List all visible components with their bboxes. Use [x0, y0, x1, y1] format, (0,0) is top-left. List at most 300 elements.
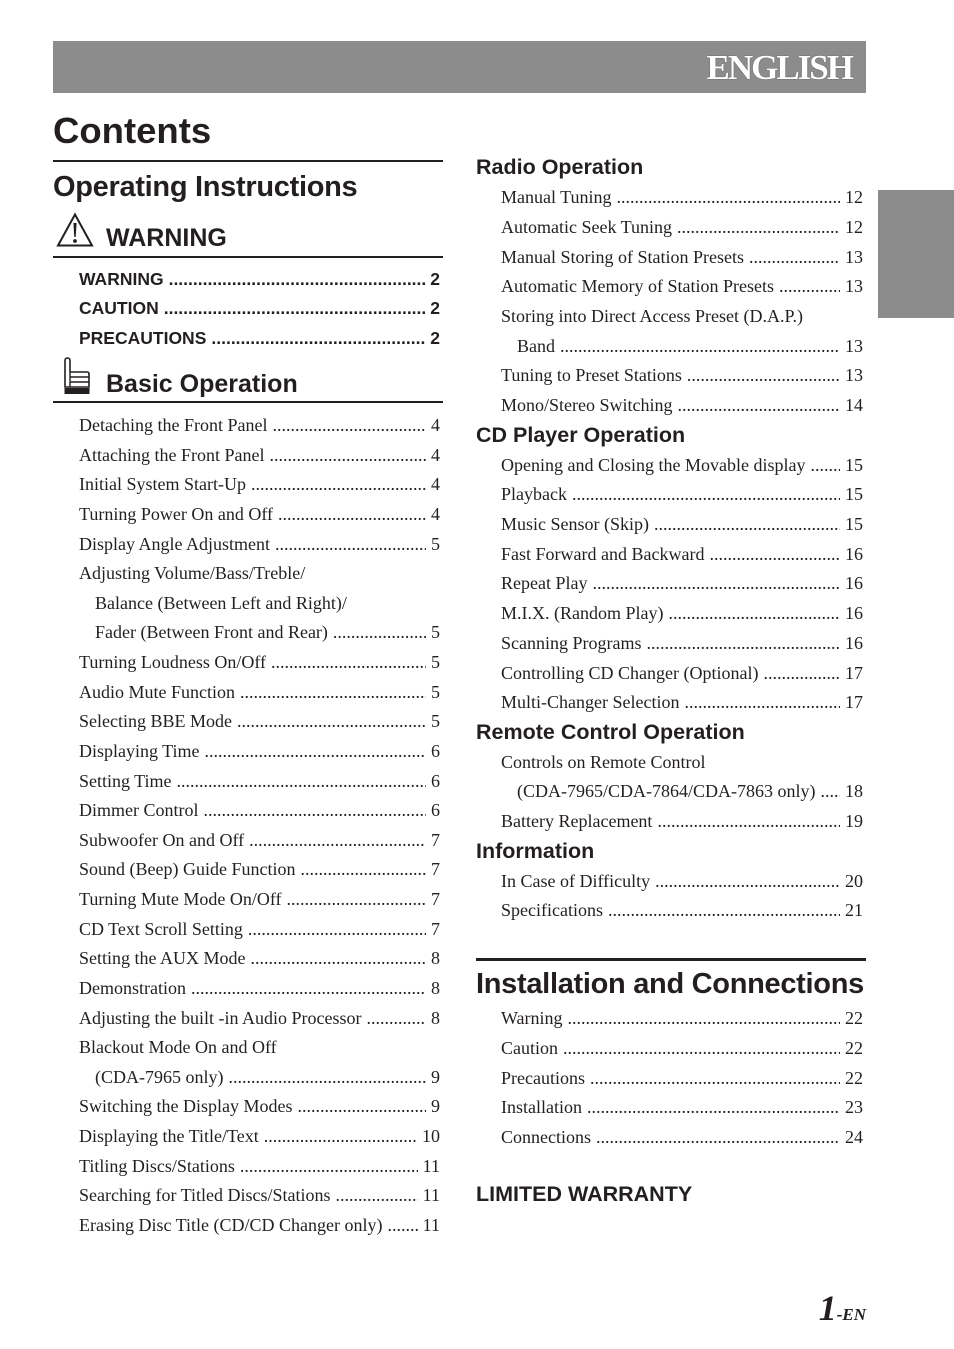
toc-entry	[501, 1004, 863, 1034]
toc-entry-continuation	[501, 332, 863, 362]
toc-entry-label: Scanning Programs	[501, 632, 642, 653]
group-heading: Radio Operation	[476, 155, 644, 180]
toc-entry-label: Setting Time	[79, 770, 172, 791]
toc-page-number: 13	[845, 276, 863, 297]
cd-player-operation-toc-list	[476, 451, 866, 718]
toc-entry	[501, 599, 863, 629]
page-number-value: 1	[818, 1288, 837, 1328]
toc-entry-line	[79, 1211, 440, 1241]
toc-page-number: 22	[845, 1037, 863, 1058]
toc-entry-label: Turning Mute Mode On/Off	[79, 889, 282, 909]
toc-entry-label: Switching the Display Modes	[79, 1096, 293, 1117]
toc-entry	[79, 707, 440, 737]
toc-entry	[79, 1152, 440, 1182]
toc-entry	[79, 324, 440, 354]
toc-entry	[79, 411, 440, 441]
toc-entry	[79, 737, 440, 767]
section-divider	[476, 958, 866, 961]
toc-page-number: 11	[422, 1155, 440, 1176]
toc-entry-line	[79, 737, 440, 767]
language-label: ENGLISH	[706, 47, 852, 87]
toc-entry-label: Demonstration	[79, 977, 186, 998]
toc-entry-line	[501, 213, 863, 243]
toc-entry-line	[79, 1033, 440, 1063]
dot-leader	[275, 530, 426, 560]
toc-entry-label: Erasing Disc Title (CD/CD Changer only)	[79, 1214, 383, 1235]
toc-entry	[79, 1181, 440, 1211]
toc-entry-label: Automatic Seek Tuning	[501, 216, 673, 237]
toc-entry-line	[501, 1093, 863, 1123]
toc-entry	[501, 540, 863, 570]
toc-entry	[501, 243, 863, 273]
toc-entry-label: Automatic Memory of Station Presets	[501, 276, 774, 297]
dot-leader	[333, 618, 426, 648]
toc-entry-label: Setting the AUX Mode	[79, 948, 246, 969]
toc-page-number: 4	[431, 415, 440, 435]
toc-page-number: 22	[845, 1067, 863, 1088]
basic-operation-toc-list	[79, 411, 440, 1241]
toc-entry-label: Adjusting the built -in Audio Processor	[79, 1007, 362, 1028]
toc-entry-label: Manual Storing of Station Presets	[501, 246, 744, 267]
toc-entry	[79, 944, 440, 974]
toc-entry-line	[501, 272, 863, 302]
toc-entry-label: Subwoofer On and Off	[79, 829, 245, 850]
toc-page-number: 9	[431, 1096, 440, 1117]
dot-leader	[655, 867, 840, 897]
toc-entry	[501, 748, 863, 807]
toc-entry-line	[79, 707, 440, 737]
toc-page-number: 15	[845, 484, 863, 505]
information-toc-list	[476, 867, 866, 926]
toc-entry-line	[79, 767, 440, 797]
toc-entry-label: Adjusting Volume/Bass/Treble/	[79, 563, 306, 584]
dot-leader	[596, 1123, 840, 1153]
dot-leader	[204, 796, 427, 826]
toc-entry-label: (CDA-7965/CDA-7864/CDA-7863 only)	[517, 781, 816, 802]
toc-entry-line	[79, 915, 440, 945]
dot-leader	[763, 659, 840, 689]
toc-entry-line	[501, 1004, 863, 1034]
operating-instructions-title: Operating Instructions	[53, 171, 358, 203]
toc-entry	[501, 867, 863, 897]
toc-entry	[79, 1211, 440, 1241]
toc-entry-label: Manual Tuning	[501, 187, 612, 208]
dot-leader	[657, 807, 840, 837]
toc-page-number: 24	[845, 1127, 863, 1147]
toc-page-number: 18	[845, 781, 863, 802]
language-banner	[53, 41, 866, 93]
toc-page-number: 14	[845, 395, 863, 416]
toc-entry	[501, 1093, 863, 1123]
installation-connections-title: Installation and Connections	[476, 967, 864, 1000]
toc-entry-line	[79, 855, 440, 885]
toc-page-number: 5	[431, 711, 440, 732]
toc-entry-label: Controls on Remote Control	[501, 751, 706, 772]
toc-entry-line	[79, 885, 440, 915]
dot-leader	[617, 183, 840, 213]
dot-leader	[251, 470, 426, 500]
toc-entry-line	[79, 796, 440, 826]
toc-entry-line	[79, 559, 440, 589]
toc-entry	[79, 530, 440, 560]
dot-leader	[237, 707, 426, 737]
dot-leader	[271, 648, 426, 678]
toc-entry-line	[79, 1181, 440, 1211]
toc-entry	[501, 688, 863, 718]
toc-entry-line	[79, 411, 440, 441]
toc-entry-line	[79, 530, 440, 560]
toc-entry-label: Caution	[501, 1037, 558, 1058]
toc-entry-label: Battery Replacement	[501, 811, 653, 832]
toc-entry-line	[79, 470, 440, 500]
toc-entry-line	[79, 1004, 440, 1034]
dot-leader	[684, 688, 840, 718]
toc-entry-line	[79, 678, 440, 708]
dot-leader	[300, 855, 426, 885]
toc-entry	[501, 896, 863, 926]
toc-entry	[501, 213, 863, 243]
dot-leader	[177, 767, 426, 797]
toc-page-number: 6	[431, 740, 440, 761]
toc-page-number: 17	[845, 662, 863, 683]
toc-entry-line	[79, 944, 440, 974]
toc-entry	[79, 767, 440, 797]
toc-entry	[79, 441, 440, 471]
page-title: Contents	[53, 110, 212, 151]
toc-page-number: 8	[431, 948, 440, 969]
toc-entry-label: Detaching the Front Panel	[79, 415, 268, 435]
toc-entry-label: Turning Power On and Off	[79, 503, 274, 524]
toc-entry-line	[501, 599, 863, 629]
toc-page-number: 12	[845, 187, 863, 208]
toc-group-remote-control-operation	[476, 718, 866, 837]
toc-page-number: 16	[845, 543, 863, 564]
toc-entry-label: PRECAUTIONS	[79, 327, 207, 348]
toc-entry	[501, 1034, 863, 1064]
toc-entry-label: Sound (Beep) Guide Function	[79, 859, 296, 880]
dot-leader	[205, 737, 426, 767]
toc-entry	[79, 294, 440, 324]
dot-leader	[191, 974, 426, 1004]
toc-entry-label: Fader (Between Front and Rear)	[95, 622, 328, 643]
toc-entry	[79, 1122, 440, 1152]
toc-entry	[79, 559, 440, 648]
toc-page-number: 6	[431, 770, 440, 791]
toc-page-number: 5	[431, 533, 440, 554]
toc-entry-label: Mono/Stereo Switching	[501, 395, 673, 416]
dot-leader	[249, 826, 426, 856]
dot-leader	[287, 885, 426, 915]
toc-entry-label: Opening and Closing the Movable display	[501, 454, 806, 475]
toc-entry-line	[501, 361, 863, 391]
toc-entry-label: Audio Mute Function	[79, 681, 235, 702]
toc-page-number: 8	[431, 977, 440, 998]
group-heading: CD Player Operation	[476, 422, 686, 447]
toc-entry-line	[501, 629, 863, 659]
group-heading: Information	[476, 838, 595, 863]
warning-toc-list	[79, 265, 440, 354]
toc-entry-line	[501, 1064, 863, 1094]
toc-page-number: 16	[845, 573, 863, 594]
toc-page-number: 22	[845, 1008, 863, 1028]
dot-leader	[677, 213, 840, 243]
toc-entry-line	[501, 480, 863, 510]
toc-page-number: 5	[431, 622, 440, 643]
toc-entry-label: Turning Loudness On/Off	[79, 652, 267, 672]
toc-page-number: 8	[431, 1007, 440, 1028]
toc-page-number: 7	[431, 918, 440, 939]
right-column	[476, 153, 866, 926]
toc-entry-line	[79, 1092, 440, 1122]
toc-entry	[501, 510, 863, 540]
toc-entry	[501, 569, 863, 599]
toc-entry-label: Balance (Between Left and Right)/	[95, 592, 347, 613]
toc-entry-label: CAUTION	[79, 298, 159, 319]
toc-group-radio-operation	[476, 153, 866, 420]
dot-leader	[251, 944, 427, 974]
toc-page-number: 5	[431, 652, 440, 672]
dot-leader	[590, 1064, 840, 1094]
toc-entry-continuation	[79, 1063, 440, 1093]
toc-entry	[501, 480, 863, 510]
toc-page-number: 23	[845, 1097, 863, 1118]
toc-entry-line	[79, 648, 440, 678]
toc-page-number: 6	[431, 800, 440, 821]
dot-leader	[687, 361, 840, 391]
toc-entry	[79, 855, 440, 885]
dot-leader	[821, 777, 841, 807]
toc-page-number: 4	[431, 444, 440, 465]
toc-entry-label: Warning	[501, 1008, 563, 1028]
toc-entry-label: Dimmer Control	[79, 800, 199, 821]
dot-leader	[169, 265, 426, 295]
toc-entry	[79, 796, 440, 826]
dot-leader	[388, 1211, 418, 1241]
dot-leader	[646, 629, 840, 659]
toc-entry-line	[79, 265, 440, 295]
dot-leader	[709, 540, 840, 570]
toc-entry	[501, 807, 863, 837]
dot-leader	[587, 1093, 840, 1123]
toc-entry	[501, 1123, 863, 1153]
toc-entry	[501, 302, 863, 361]
dot-leader	[749, 243, 840, 273]
toc-entry	[79, 1004, 440, 1034]
toc-entry-label: WARNING	[79, 268, 164, 289]
toc-page-number: 20	[845, 870, 863, 891]
remote-control-operation-toc-list	[476, 748, 866, 837]
toc-page-number: 13	[845, 365, 863, 386]
dot-leader	[272, 411, 426, 441]
dot-leader	[608, 896, 840, 926]
dot-leader	[278, 500, 426, 530]
toc-entry-label: Multi-Changer Selection	[501, 692, 680, 713]
toc-page-number: 11	[422, 1214, 440, 1235]
toc-page-number: 7	[431, 859, 440, 880]
toc-entry-line	[501, 659, 863, 689]
toc-entry-continuation	[79, 618, 440, 648]
dot-leader	[779, 272, 840, 302]
toc-entry-line	[501, 243, 863, 273]
toc-entry-line	[79, 500, 440, 530]
toc-entry	[501, 659, 863, 689]
toc-entry-line	[79, 974, 440, 1004]
toc-entry	[79, 885, 440, 915]
toc-page-number: 16	[845, 632, 863, 653]
dot-leader	[563, 1034, 840, 1064]
dot-leader	[240, 678, 426, 708]
group-heading: Remote Control Operation	[476, 720, 745, 745]
page-number	[819, 1290, 866, 1333]
toc-entry-label: Installation	[501, 1097, 582, 1118]
toc-page-number: 2	[430, 327, 440, 348]
toc-entry-line	[501, 1123, 863, 1153]
toc-entry-line	[501, 867, 863, 897]
toc-entry-label: Specifications	[501, 900, 603, 921]
toc-entry-label: Fast Forward and Backward	[501, 543, 705, 564]
dot-leader	[164, 294, 426, 324]
toc-entry-label: Storing into Direct Access Preset (D.A.P.)	[501, 305, 803, 326]
dot-leader	[240, 1152, 418, 1182]
toc-entry-label: Controlling CD Changer (Optional)	[501, 662, 759, 683]
toc-group-information	[476, 837, 866, 926]
heading-underline	[53, 256, 443, 258]
dot-leader	[336, 1181, 418, 1211]
toc-page-number: 16	[845, 603, 863, 624]
toc-entry-line	[79, 294, 440, 324]
toc-page-number: 21	[845, 900, 863, 921]
toc-entry-label: Display Angle Adjustment	[79, 533, 270, 554]
toc-entry-label: Connections	[501, 1127, 591, 1147]
toc-page-number: 7	[431, 889, 440, 909]
dot-leader	[298, 1092, 427, 1122]
toc-entry-line	[501, 688, 863, 718]
toc-entry	[79, 678, 440, 708]
toc-entry	[501, 272, 863, 302]
toc-entry-line	[501, 807, 863, 837]
toc-entry-label: Displaying the Title/Text	[79, 1126, 259, 1146]
toc-entry	[79, 500, 440, 530]
toc-group-cd-player-operation	[476, 421, 866, 718]
toc-entry-line	[79, 826, 440, 856]
dot-leader	[560, 332, 840, 362]
page-number-suffix: -EN	[836, 1305, 866, 1324]
toc-page-number: 15	[845, 454, 863, 475]
dot-leader	[810, 451, 840, 481]
toc-entry	[79, 470, 440, 500]
basic-operation-heading: Basic Operation	[106, 370, 298, 398]
toc-entry-line	[501, 302, 863, 332]
toc-entry-label: M.I.X. (Random Play)	[501, 603, 664, 624]
toc-entry-label: Displaying Time	[79, 740, 200, 761]
toc-page-number: 4	[431, 503, 440, 524]
installation-toc-list	[501, 1004, 863, 1153]
section-thumb-tab	[878, 190, 954, 318]
toc-entry	[79, 648, 440, 678]
toc-entry-line	[79, 1122, 440, 1152]
toc-page-number: 13	[845, 246, 863, 267]
dot-leader	[572, 480, 840, 510]
toc-entry-label: Searching for Titled Discs/Stations	[79, 1185, 331, 1206]
toc-entry	[79, 974, 440, 1004]
toc-entry	[501, 1064, 863, 1094]
toc-entry-label: Blackout Mode On and Off	[79, 1037, 277, 1058]
toc-page-number: 9	[431, 1066, 440, 1087]
toc-entry-label: (CDA-7965 only)	[95, 1066, 224, 1087]
toc-page-number: 2	[430, 268, 440, 289]
toc-page-number: 19	[845, 811, 863, 832]
toc-entry	[79, 826, 440, 856]
toc-entry	[79, 1092, 440, 1122]
toc-entry-label: Initial System Start-Up	[79, 474, 246, 495]
toc-entry-line	[501, 896, 863, 926]
dot-leader	[678, 391, 841, 421]
toc-entry	[79, 265, 440, 295]
dot-leader	[367, 1004, 427, 1034]
toc-entry-line	[501, 569, 863, 599]
toc-page-number: 11	[422, 1185, 440, 1206]
toc-entry	[79, 1033, 440, 1092]
toc-entry-label: Tuning to Preset Stations	[501, 365, 682, 386]
toc-page-number: 10	[422, 1126, 440, 1146]
toc-entry-continuation	[79, 589, 440, 619]
dot-leader	[269, 441, 426, 471]
toc-page-number: 15	[845, 514, 863, 535]
toc-entry-label: Titling Discs/Stations	[79, 1155, 235, 1176]
toc-entry-label: Music Sensor (Skip)	[501, 514, 649, 535]
dot-leader	[264, 1122, 417, 1152]
toc-entry-label: CD Text Scroll Setting	[79, 918, 243, 939]
toc-entry-label: In Case of Difficulty	[501, 870, 651, 891]
limited-warranty-heading: LIMITED WARRANTY	[476, 1182, 693, 1207]
toc-entry-label: Playback	[501, 484, 567, 505]
dot-leader	[654, 510, 840, 540]
toc-entry-line	[501, 451, 863, 481]
toc-entry-line	[79, 1152, 440, 1182]
pointing-hand-icon	[62, 357, 92, 395]
toc-entry-line	[501, 183, 863, 213]
section-divider	[53, 160, 443, 162]
dot-leader	[248, 915, 426, 945]
toc-entry-label: Precautions	[501, 1067, 585, 1088]
toc-page-number: 12	[845, 216, 863, 237]
toc-entry-line	[501, 391, 863, 421]
toc-page-number: 13	[845, 335, 863, 356]
toc-entry-line	[501, 1034, 863, 1064]
toc-page-number: 2	[430, 298, 440, 319]
toc-entry-continuation	[501, 777, 863, 807]
toc-page-number: 17	[845, 692, 863, 713]
radio-operation-toc-list	[476, 183, 866, 421]
toc-entry	[501, 451, 863, 481]
toc-page-number: 5	[431, 681, 440, 702]
toc-page-number: 7	[431, 829, 440, 850]
toc-entry-line	[501, 748, 863, 778]
toc-entry-label: Selecting BBE Mode	[79, 711, 232, 732]
toc-entry	[501, 629, 863, 659]
toc-entry-label: Attaching the Front Panel	[79, 444, 265, 465]
toc-entry	[501, 391, 863, 421]
toc-page-number: 4	[431, 474, 440, 495]
toc-entry-line	[501, 510, 863, 540]
dot-leader	[211, 324, 425, 354]
toc-entry	[79, 915, 440, 945]
toc-entry-line	[79, 441, 440, 471]
toc-entry-label: Band	[517, 335, 555, 356]
toc-entry-line	[79, 324, 440, 354]
dot-leader	[592, 569, 840, 599]
toc-entry-label: Repeat Play	[501, 573, 588, 594]
